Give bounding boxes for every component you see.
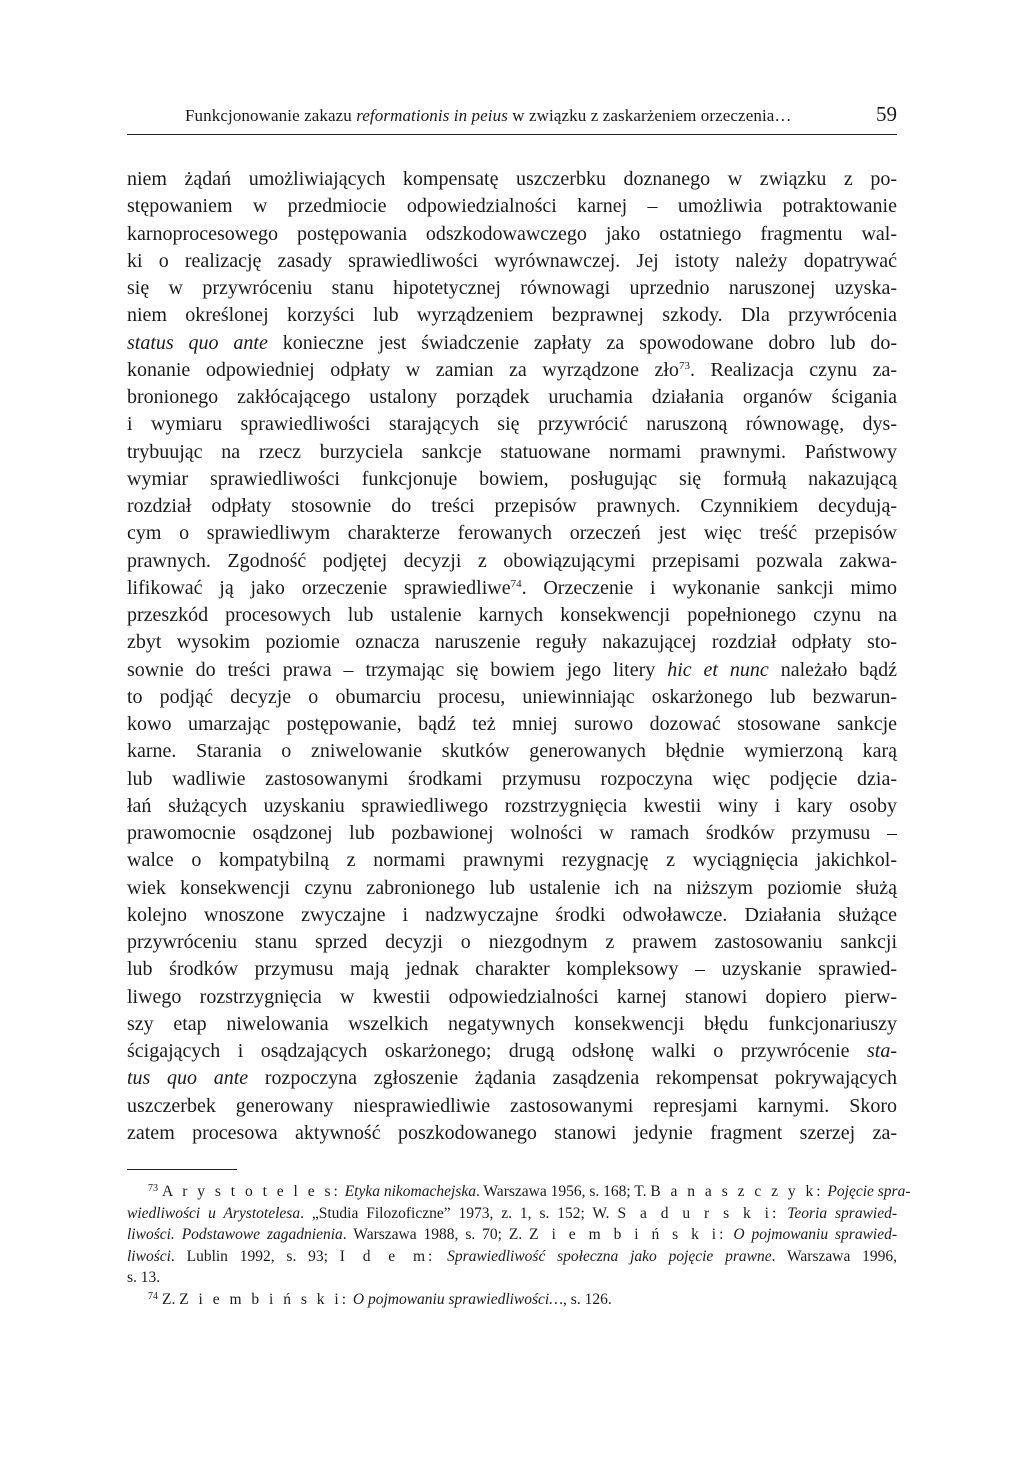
body-line [127,575,897,602]
work-title: O pojmowaniu sprawiedliwości… [352,1290,564,1308]
footnote-divider [127,1169,237,1170]
body-line-text: . Realizacja czynu za- [689,358,897,381]
footnote-74-line [127,1289,897,1311]
author-name: I d e m: [339,1247,436,1265]
body-line: cym o sprawiedliwym charakterze ferowanych orzeczeń jest więc treść przepisów [127,522,897,545]
body-line: łań służących uzyskaniu sprawiedliwego rozstrzygnięcia kwestii winy i kary osoby [127,794,897,817]
italic-phrase: tus quo ante [127,1067,249,1090]
body-line: prawomocnie osądzonej lub pozbawionej wolności w ramach środków przymusu – [127,822,897,844]
body-line-text: ścigających i osądzających oskarżonego; drugą odsłonę walki o przywrócenie [127,1040,867,1062]
body-line: lub wadliwie zastosowanymi środkami przymusu rozpoczyna więc podjęcie dzia- [127,767,897,790]
work-title: Sprawiedliwość społeczna jako pojęcie prawne [447,1247,772,1265]
footnote-marker-73: 73 [148,1183,158,1194]
work-title: O pojmowaniu sprawied- [733,1226,898,1243]
work-title: Pojęcie spra- [827,1183,911,1200]
work-title: wiedliwości u Arystotelesa [127,1204,301,1222]
body-line: lub środków przymusu mają jednak charakter kompleksowy – uzyskanie sprawied- [127,958,897,981]
author-name: Z i e m b i ń s k i: [529,1226,727,1243]
body-line-text: rozpoczyna zgłoszenie żądania zasądzenia rekompensat pokrywających [248,1067,897,1090]
body-line: liwego rozstrzygnięcia w kwestii odpowiedzialności karnej stanowi dopiero pierw- [127,985,897,1008]
body-line: trybuując na rzecz burzyciela sankcje statuowane normami prawnymi. Państwowy [127,440,897,463]
work-title: liwości. Podstawowe zagadnienia [127,1226,343,1243]
body-text [127,166,897,1147]
body-line: niem żądań umożliwiających kompensatę uszczerbku doznanego w związku z po- [127,168,897,190]
running-header [127,104,897,135]
body-line: wiek konsekwencji czynu zabronionego lub ustalenie ich na niższym poziomie służą [127,876,897,899]
body-line-text: konieczne jest świadczenie zapłaty za spowodowane dobro lub do- [267,331,897,354]
publication-info: , s. 126. [563,1290,612,1308]
footnote-ref-73[interactable]: 73 [678,359,690,372]
running-title-suffix: w związku z zaskarżeniem orzeczenia… [507,106,792,125]
author-name: B a n a s z c z y k: [650,1183,824,1200]
page-number: 59 [876,102,897,126]
body-line [127,657,897,684]
body-line: wymiar sprawiedliwości funkcjonuje bowiem, posługując się formułą nakazującą [127,467,897,490]
body-line [127,1065,897,1092]
body-line: szy etap niwelowania wszelkich negatywnych konsekwencji błędu funkcjonariuszy [127,1012,897,1035]
body-line: kowo umarzając postępowanie, bądź też mniej surowo dozować stosowane sankcje [127,713,897,735]
author-name: A r y s t o t e l e s: [162,1183,341,1200]
author-initial: Z. [162,1290,176,1308]
footnote-73-line [127,1181,911,1203]
body-line: niem określonej korzyści lub wyrządzeniem bezprawnej szkody. Dla przywrócenia [127,304,897,327]
publication-info: . Warszawa 1988, s. 70; Z. [342,1226,523,1243]
footnotes [127,1181,911,1310]
work-title: Teoria sprawied- [787,1204,898,1222]
body-line: się w przywróceniu stanu hipotetycznej równowagi uprzednio naruszonej uzyska- [127,277,897,299]
body-line: karnoprocesowego postępowania odszkodowawczego jako ostatniego fragmentu wal- [127,222,897,245]
body-line: i wymiaru sprawiedliwości starających się przywrócić naruszoną równowagę, dys- [127,413,897,436]
body-line: uszczerbek generowany niesprawiedliwie zastosowanymi represjami karnymi. Skoro [127,1094,897,1117]
publication-info: . Warszawa 1996, [771,1247,898,1265]
body-line [127,330,897,357]
body-line-text: należało bądź [768,658,897,681]
body-line: stępowaniem w przedmiocie odpowiedzialności karnej – umożliwia potraktowanie [127,195,897,218]
italic-phrase: sta- [867,1040,897,1062]
work-title: Etyka nikomachejska [344,1183,476,1200]
body-line-text: konanie odpowiedniej odpłaty w zamian za wyrządzone zło [127,358,679,381]
body-line: karne. Starania o zniwelowanie skutków generowanych błędnie wymierzoną karą [127,740,897,763]
body-line: rozdział odpłaty stosownie do treści przepisów prawnych. Czynnikiem decydują- [127,495,897,517]
body-line-text: . Orzeczenie i wykonanie sankcji mimo [521,576,897,599]
work-title: liwości [127,1247,171,1265]
footnote-73-line: s. 13. [127,1269,161,1286]
body-line: prawnych. Zgodność podjętej decyzji z obowiązującymi przepisami pozwala zakwa- [127,549,897,572]
footnote-marker-74: 74 [148,1290,158,1302]
body-line: kolejno wnoszone zwyczajne i nadzwyczajne środki odwoławcze. Działania służące [127,903,897,926]
author-name: Z i e m b i ń s k i: [179,1290,350,1308]
body-line: to podjąć decyzje o obumarciu procesu, uniewinniając oskarżonego lub bezwarun- [127,685,897,708]
body-line: przeszkód procesowych lub ustalenie karnych konsekwencji popełnionego czynu na [127,604,897,626]
italic-phrase: hic et nunc [667,658,769,681]
publication-info: . „Studia Filozoficzne” 1973, z. 1, s. 152; W. [300,1204,610,1222]
footnote-ref-74[interactable]: 74 [510,577,522,590]
body-line: zbyt wysokim poziomie oznacza naruszenie reguły nakazującej rozdział odpłaty sto- [127,631,897,654]
body-line: ki o realizację zasady sprawiedliwości wyrównawczej. Jej istoty należy dopatrywać [127,249,897,272]
body-line-text: sownie do treści prawa – trzymając się bowiem jego litery [127,658,668,681]
running-title-italic: reformationis in peius [356,106,508,125]
body-line: przywróceniu stanu sprzed decyzji o niezgodnym z prawem zastosowaniu sankcji [127,931,897,953]
publication-info: . Lublin 1992, s. 93; [170,1247,328,1265]
footnote-73-line [127,1224,897,1246]
body-line [127,1038,897,1065]
publication-info: . Warszawa 1956, s. 168; T. [475,1183,647,1200]
footnote-73-line [127,1246,897,1268]
running-title [185,106,792,126]
body-line [127,357,897,384]
body-line: walce o kompatybilną z normami prawnymi rezygnację z wyciągnięcia jakichkol- [127,849,897,872]
italic-phrase: status quo ante [127,331,268,354]
body-line-text: lifikować ją jako orzeczenie sprawiedliwe [127,576,511,599]
footnote-73-line [127,1203,897,1225]
running-title-prefix: Funkcjonowanie zakazu [185,106,357,125]
body-line: zatem procesowa aktywność poszkodowanego stanowi jedynie fragment szerzej za- [127,1121,897,1144]
author-name: S a d u r s k i: [617,1204,780,1222]
body-line: bronionego zakłócającego ustalony porządek uruchamia działania organów ścigania [127,386,897,408]
